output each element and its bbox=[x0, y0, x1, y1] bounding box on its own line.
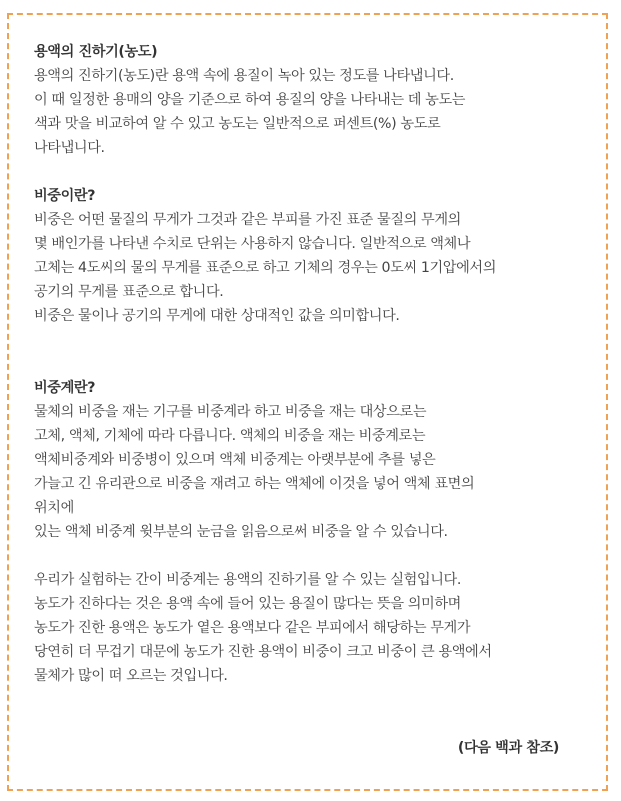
spacer bbox=[34, 328, 606, 376]
document-body bbox=[34, 40, 606, 688]
spacer bbox=[34, 544, 606, 568]
paragraph-line: 고체는 4도씨의 물의 무게를 표준으로 하고 기체의 경우는 0도씨 1기압에서의 bbox=[34, 260, 497, 276]
paragraph-line: 이 때 일정한 용매의 양을 기준으로 하여 용질의 양을 나타내는 데 농도는 bbox=[34, 92, 466, 108]
paragraph-line: 가늘고 긴 유리관으로 비중을 재려고 하는 액체에 이것을 넣어 액체 표면의 bbox=[34, 476, 475, 492]
section-heading: 용액의 진하기(농도) bbox=[34, 44, 158, 60]
paragraph-line: 색과 맛을 비교하여 알 수 있고 농도는 일반적으로 퍼센트(%) 농도로 bbox=[34, 116, 441, 132]
paragraph-line: 우리가 실험하는 간이 비중계는 용액의 진하기를 알 수 있는 실험입니다. bbox=[34, 572, 461, 588]
paragraph-line: 몇 배인가를 나타낸 수치로 단위는 사용하지 않습니다. 일반적으로 액체나 bbox=[34, 236, 471, 252]
paragraph-line: 공기의 무게를 표준으로 합니다. bbox=[34, 284, 224, 300]
section-experiment bbox=[34, 568, 606, 688]
paragraph-line: 액체비중계와 비중병이 있으며 액체 비중계는 아랫부분에 추를 넣은 bbox=[34, 452, 436, 468]
paragraph-line: 있는 액체 비중계 윗부분의 눈금을 읽음으로써 비중을 알 수 있습니다. bbox=[34, 524, 448, 540]
source-citation: (다음 백과 참조) bbox=[457, 740, 559, 756]
spacer bbox=[34, 160, 606, 184]
paragraph-line: 비중은 물이나 공기의 무게에 대한 상대적인 값을 의미합니다. bbox=[34, 308, 400, 324]
section-heading: 비중계란? bbox=[34, 380, 96, 396]
section-specific-gravity bbox=[34, 184, 606, 328]
paragraph-line: 농도가 진하다는 것은 용액 속에 들어 있는 용질이 많다는 뜻을 의미하며 bbox=[34, 596, 461, 612]
paragraph-line: 용액의 진하기(농도)란 용액 속에 용질이 녹아 있는 정도를 나타냅니다. bbox=[34, 68, 454, 84]
section-concentration bbox=[34, 40, 606, 160]
paragraph-line: 당연히 더 무겁기 대문에 농도가 진한 용액이 비중이 크고 비중이 큰 용액에서 bbox=[34, 644, 492, 660]
paragraph-line: 나타냅니다. bbox=[34, 140, 105, 156]
paragraph-line: 위치에 bbox=[34, 500, 74, 516]
paragraph-line: 고체, 액체, 기체에 따라 다릅니다. 액체의 비중을 재는 비중계로는 bbox=[34, 428, 426, 444]
paragraph-line: 비중은 어떤 물질의 무게가 그것과 같은 부피를 가진 표준 물질의 무게의 bbox=[34, 212, 461, 228]
paragraph-line: 물체가 많이 떠 오르는 것입니다. bbox=[34, 668, 228, 684]
paragraph-line: 농도가 진한 용액은 농도가 옅은 용액보다 같은 부피에서 해당하는 무게가 bbox=[34, 620, 471, 636]
paragraph-line: 물체의 비중을 재는 기구를 비중계라 하고 비중을 재는 대상으로는 bbox=[34, 404, 427, 420]
section-heading: 비중이란? bbox=[34, 188, 96, 204]
section-hydrometer bbox=[34, 376, 606, 544]
